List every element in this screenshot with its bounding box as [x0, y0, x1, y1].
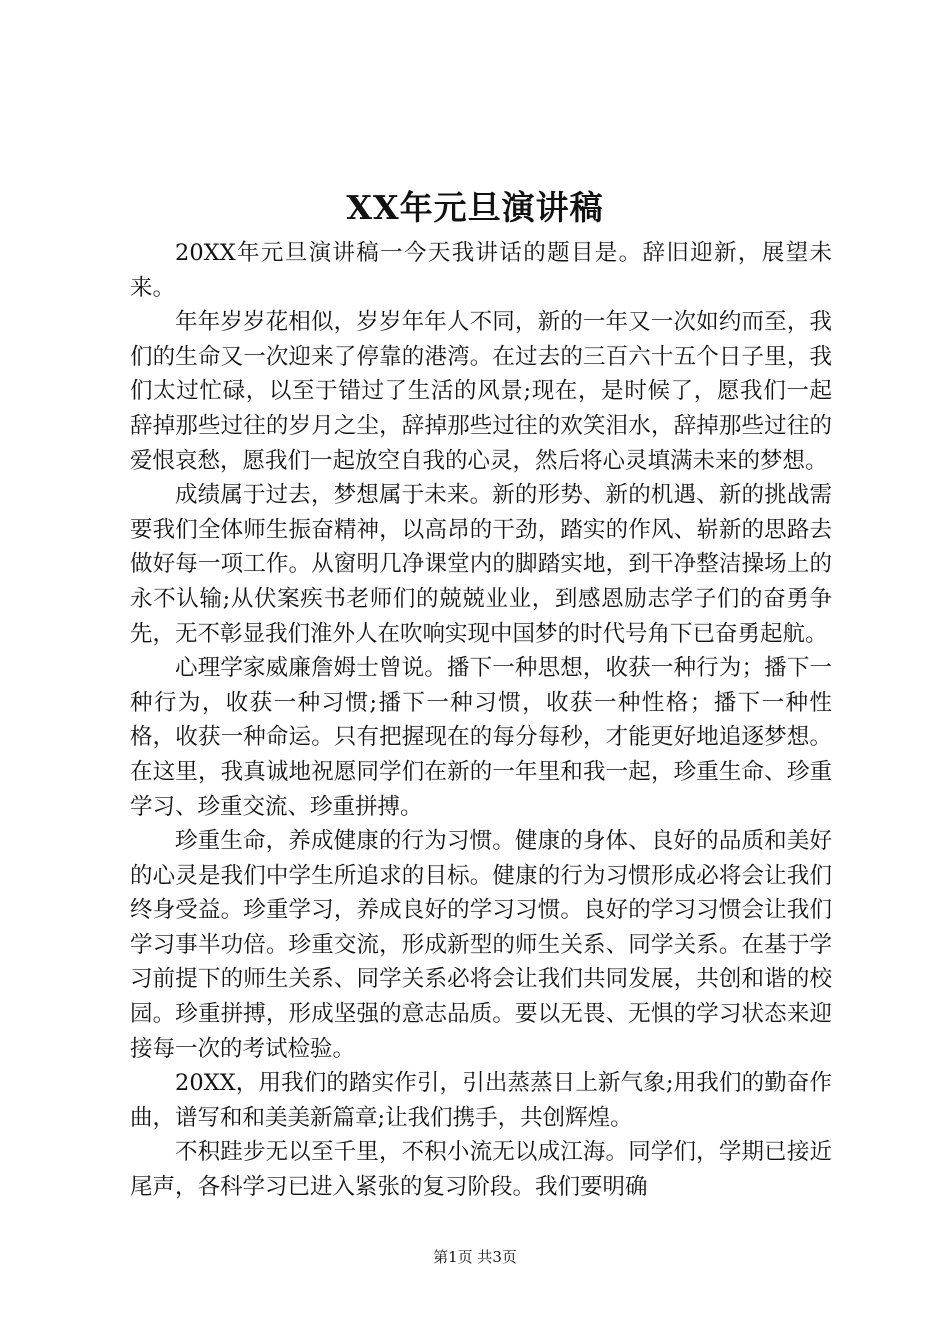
document-body [130, 236, 832, 1205]
paragraph-1: 20XX年元旦演讲稿一今天我讲话的题目是。辞旧迎新，展望未来。 [130, 240, 832, 301]
document-title: XX年元旦演讲稿 [346, 188, 604, 227]
paragraph-4: 心理学家威廉詹姆士曾说。播下一种思想，收获一种行为；播下一种行为，收获一种习惯;播下一种习惯，收获一种性格；播下一种性格，收获一种命运。只有把握现在的每分每秒，才能更好地追逐梦想。在这里，我真诚地祝愿同学们在新的一年里和我一起，珍重生命、珍重学习、珍重交流、珍重拼搏。 [130, 655, 832, 820]
paragraph-5: 珍重生命，养成健康的行为习惯。健康的身体、良好的品质和美好的心灵是我们中学生所追求的目标。健康的行为习惯形成必将会让我们终身受益。珍重学习，养成良好的学习习惯。良好的学习习惯会让我们学习事半功倍。珍重交流，形成新型的师生关系、同学关系。在基于学习前提下的师生关系、同学关系必将会让我们共同发展，共创和谐的校园。珍重拼搏，形成坚强的意志品质。要以无畏、无惧的学习状态来迎接每一次的考试检验。 [130, 828, 832, 1062]
paragraph-7: 不积跬步无以至千里，不积小流无以成江海。同学们，学期已接近尾声，各科学习已进入紧张的复习阶段。我们要明确 [130, 1139, 832, 1201]
paragraph-3: 成绩属于过去，梦想属于未来。新的形势、新的机遇、新的挑战需要我们全体师生振奋精神，以高昂的干劲，踏实的作风、崭新的思路去做好每一项工作。从窗明几净课堂内的脚踏实地，到干净整洁操场上的永不认输;从伏案疾书老师们的兢兢业业，到感恩励志学子们的奋勇争先，无不彰显我们淮外人在吹响实现中国梦的时代号角下已奋勇起航。 [130, 482, 832, 647]
paragraph-6: 20XX，用我们的踏实作引，引出蒸蒸日上新气象;用我们的勤奋作曲，谱写和和美美新篇章;让我们携手，共创辉煌。 [130, 1070, 832, 1131]
page-number-footer: 第1页 共3页 [433, 1248, 517, 1266]
paragraph-2: 年年岁岁花相似，岁岁年年人不同，新的一年又一次如约而至，我们的生命又一次迎来了停靠的港湾。在过去的三百六十五个日子里，我们太过忙碌，以至于错过了生活的风景;现在，是时候了，愿我们一起辞掉那些过往的岁月之尘，辞掉那些过往的欢笑泪水，辞掉那些过往的爱恨哀愁，愿我们一起放空自我的心灵，然后将心灵填满未来的梦想。 [130, 309, 832, 474]
